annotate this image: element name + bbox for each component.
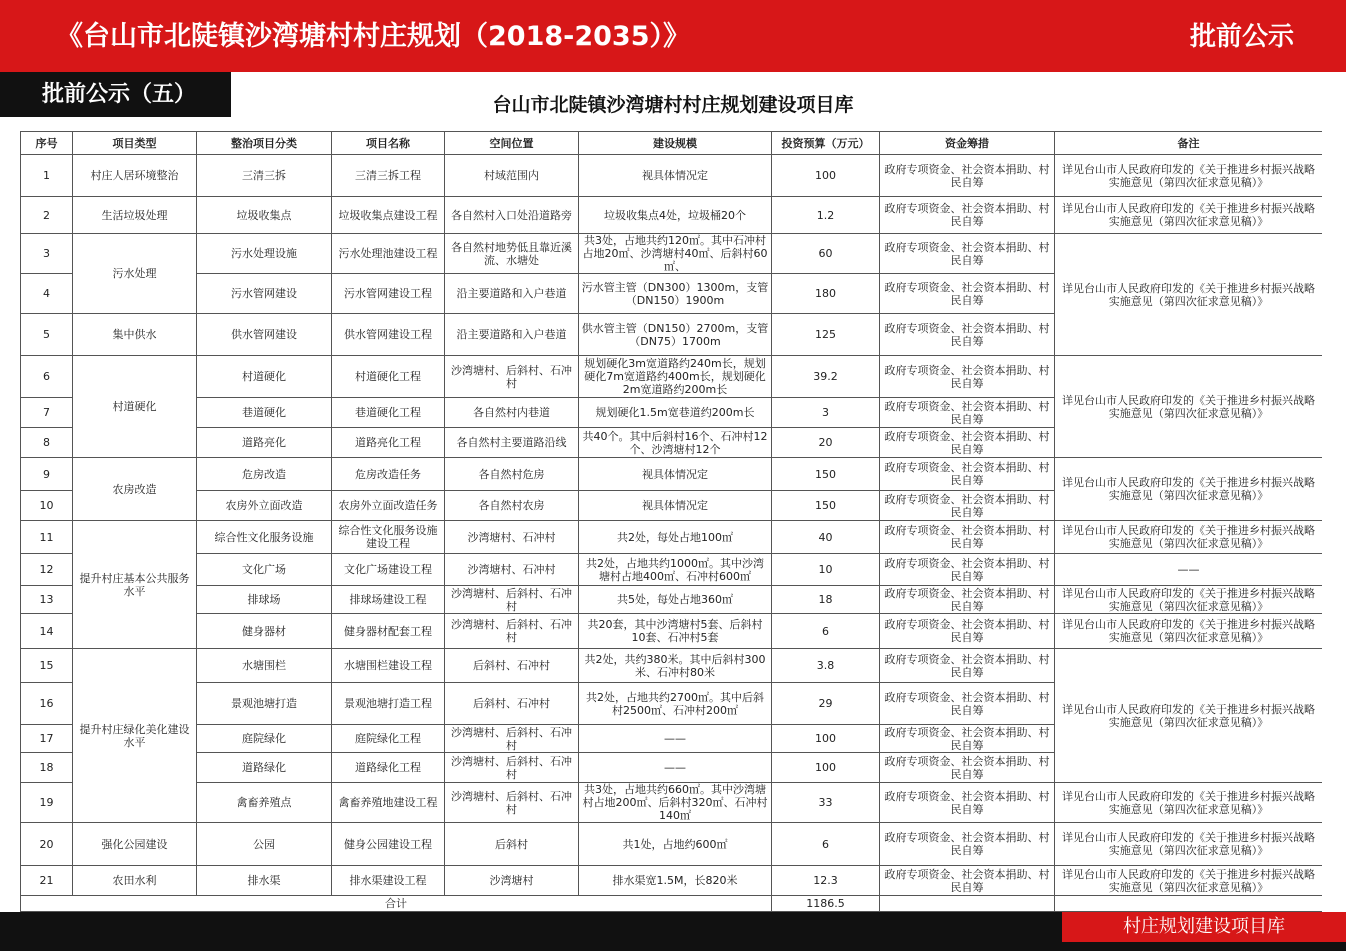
cell-type: 生活垃圾处理 xyxy=(73,197,197,234)
cell-category: 健身器材 xyxy=(197,614,332,649)
cell-category: 水塘围栏 xyxy=(197,649,332,683)
cell-location: 后斜村 xyxy=(445,823,579,866)
cell-no: 7 xyxy=(21,398,73,428)
col-header: 投资预算（万元） xyxy=(772,132,880,155)
cell-category: 污水管网建设 xyxy=(197,274,332,314)
cell-type: 农房改造 xyxy=(73,458,197,521)
cell-location: 各自然村主要道路沿线 xyxy=(445,428,579,458)
table-title: 台山市北陡镇沙湾塘村村庄规划建设项目库 xyxy=(492,94,854,116)
cell-no: 2 xyxy=(21,197,73,234)
cell-category: 道路绿化 xyxy=(197,753,332,783)
table-row xyxy=(21,356,1323,398)
cell-location: 各自然村地势低且靠近溪流、水塘处 xyxy=(445,234,579,274)
cell-name: 庭院绿化工程 xyxy=(332,725,445,753)
table-row xyxy=(21,554,1323,586)
cell-location: 各自然村危房 xyxy=(445,458,579,491)
cell-no: 3 xyxy=(21,234,73,274)
cell-type: 污水处理 xyxy=(73,234,197,314)
cell-category: 禽畜养殖点 xyxy=(197,783,332,823)
cell-budget: 33 xyxy=(772,783,880,823)
cell-location: 后斜村、石冲村 xyxy=(445,649,579,683)
cell-category: 综合性文化服务设施 xyxy=(197,521,332,554)
cell-name: 道路亮化工程 xyxy=(332,428,445,458)
col-header: 建设规模 xyxy=(579,132,772,155)
cell-funding: 政府专项资金、社会资本捐助、村民自筹 xyxy=(880,314,1055,356)
cell-funding: 政府专项资金、社会资本捐助、村民自筹 xyxy=(880,586,1055,614)
cell-budget: 150 xyxy=(772,491,880,521)
cell-type: 村庄人居环境整治 xyxy=(73,155,197,197)
cell-note: 详见台山市人民政府印发的《关于推进乡村振兴战略实施意见（第四次征求意见稿）》 xyxy=(1055,614,1323,649)
cell-funding: 政府专项资金、社会资本捐助、村民自筹 xyxy=(880,753,1055,783)
cell-no: 16 xyxy=(21,683,73,725)
cell-funding: 政府专项资金、社会资本捐助、村民自筹 xyxy=(880,866,1055,896)
cell-name: 综合性文化服务设施建设工程 xyxy=(332,521,445,554)
cell-scale: —— xyxy=(579,753,772,783)
cell-category: 排水渠 xyxy=(197,866,332,896)
cell-type: 强化公园建设 xyxy=(73,823,197,866)
col-header: 资金筹措 xyxy=(880,132,1055,155)
cell-funding: 政府专项资金、社会资本捐助、村民自筹 xyxy=(880,554,1055,586)
cell-no: 5 xyxy=(21,314,73,356)
cell-note: 详见台山市人民政府印发的《关于推进乡村振兴战略实施意见（第四次征求意见稿）》 xyxy=(1055,866,1323,896)
cell-funding: 政府专项资金、社会资本捐助、村民自筹 xyxy=(880,234,1055,274)
cell-no: 6 xyxy=(21,356,73,398)
cell-no: 15 xyxy=(21,649,73,683)
cell-name: 景观池塘打造工程 xyxy=(332,683,445,725)
col-header: 备注 xyxy=(1055,132,1323,155)
cell-budget: 60 xyxy=(772,234,880,274)
cell-location: 沙湾塘村、后斜村、石冲村 xyxy=(445,725,579,753)
cell-funding: 政府专项资金、社会资本捐助、村民自筹 xyxy=(880,614,1055,649)
section-label: 批前公示（五） xyxy=(0,72,231,117)
cell-note: 详见台山市人民政府印发的《关于推进乡村振兴战略实施意见（第四次征求意见稿）》 xyxy=(1055,823,1323,866)
cell-budget: 29 xyxy=(772,683,880,725)
cell-name: 三清三拆工程 xyxy=(332,155,445,197)
cell-scale: —— xyxy=(579,725,772,753)
cell-name: 农房外立面改造任务 xyxy=(332,491,445,521)
cell-name: 巷道硬化工程 xyxy=(332,398,445,428)
cell-location: 沿主要道路和入户巷道 xyxy=(445,274,579,314)
cell-scale: 共5处，每处占地360㎡ xyxy=(579,586,772,614)
table-row xyxy=(21,521,1323,554)
cell-funding: 政府专项资金、社会资本捐助、村民自筹 xyxy=(880,155,1055,197)
cell-location: 沙湾塘村、后斜村、石冲村 xyxy=(445,783,579,823)
cell-note: 详见台山市人民政府印发的《关于推进乡村振兴战略实施意见（第四次征求意见稿）》 xyxy=(1055,586,1323,614)
cell-location: 沙湾塘村、后斜村、石冲村 xyxy=(445,753,579,783)
cell-scale: 共3处，占地共约120㎡。其中石冲村占地20㎡、沙湾塘村40㎡、后斜村60㎡、 xyxy=(579,234,772,274)
cell-budget: 12.3 xyxy=(772,866,880,896)
cell-no: 13 xyxy=(21,586,73,614)
cell-budget: 3 xyxy=(772,398,880,428)
cell-category: 排球场 xyxy=(197,586,332,614)
total-budget: 1186.5 xyxy=(772,896,880,912)
cell-funding: 政府专项资金、社会资本捐助、村民自筹 xyxy=(880,458,1055,491)
table-row xyxy=(21,649,1323,683)
cell-scale: 共2处，占地共约2700㎡。其中后斜村2500㎡、石冲村200㎡ xyxy=(579,683,772,725)
cell-no: 11 xyxy=(21,521,73,554)
cell-type: 提升村庄绿化美化建设水平 xyxy=(73,649,197,823)
table-row xyxy=(21,586,1323,614)
cell-budget: 40 xyxy=(772,521,880,554)
cell-funding: 政府专项资金、社会资本捐助、村民自筹 xyxy=(880,491,1055,521)
cell-name: 污水处理池建设工程 xyxy=(332,234,445,274)
cell-name: 排球场建设工程 xyxy=(332,586,445,614)
cell-budget: 20 xyxy=(772,428,880,458)
total-label: 合计 xyxy=(21,896,772,912)
cell-location: 各自然村入口处沿道路旁 xyxy=(445,197,579,234)
table-row xyxy=(21,155,1323,197)
cell-scale: 污水管主管（DN300）1300m，支管（DN150）1900m xyxy=(579,274,772,314)
cell-location: 沙湾塘村 xyxy=(445,866,579,896)
cell-no: 10 xyxy=(21,491,73,521)
project-table xyxy=(20,131,1322,912)
cell-note: 详见台山市人民政府印发的《关于推进乡村振兴战略实施意见（第四次征求意见稿）》 xyxy=(1055,356,1323,458)
cell-funding: 政府专项资金、社会资本捐助、村民自筹 xyxy=(880,428,1055,458)
cell-budget: 6 xyxy=(772,614,880,649)
cell-type: 集中供水 xyxy=(73,314,197,356)
table-row xyxy=(21,823,1323,866)
table-row xyxy=(21,197,1323,234)
cell-scale: 共3处，占地共约660㎡。其中沙湾塘村占地200㎡、后斜村320㎡、石冲村140㎡ xyxy=(579,783,772,823)
cell-scale: 共2处，每处占地100㎡ xyxy=(579,521,772,554)
cell-note: 详见台山市人民政府印发的《关于推进乡村振兴战略实施意见（第四次征求意见稿）》 xyxy=(1055,234,1323,356)
col-header: 项目名称 xyxy=(332,132,445,155)
cell-no: 12 xyxy=(21,554,73,586)
cell-scale: 规划硬化3m宽道路约240m长，规划硬化7m宽道路约400m长，规划硬化2m宽道路约200m长 xyxy=(579,356,772,398)
cell-category: 污水处理设施 xyxy=(197,234,332,274)
cell-no: 8 xyxy=(21,428,73,458)
cell-budget: 100 xyxy=(772,725,880,753)
cell-note: 详见台山市人民政府印发的《关于推进乡村振兴战略实施意见（第四次征求意见稿）》 xyxy=(1055,783,1323,823)
cell-no: 20 xyxy=(21,823,73,866)
cell-scale: 视具体情况定 xyxy=(579,155,772,197)
cell-funding: 政府专项资金、社会资本捐助、村民自筹 xyxy=(880,783,1055,823)
cell-category: 公园 xyxy=(197,823,332,866)
table-row xyxy=(21,234,1323,274)
cell-location: 沿主要道路和入户巷道 xyxy=(445,314,579,356)
cell-location: 沙湾塘村、后斜村、石冲村 xyxy=(445,586,579,614)
cell-funding: 政府专项资金、社会资本捐助、村民自筹 xyxy=(880,197,1055,234)
cell-name: 健身器材配套工程 xyxy=(332,614,445,649)
cell-name: 供水管网建设工程 xyxy=(332,314,445,356)
cell-name: 文化广场建设工程 xyxy=(332,554,445,586)
total-funding-empty xyxy=(880,896,1055,912)
cell-location: 沙湾塘村、石冲村 xyxy=(445,554,579,586)
cell-location: 村域范围内 xyxy=(445,155,579,197)
cell-budget: 180 xyxy=(772,274,880,314)
cell-budget: 100 xyxy=(772,155,880,197)
cell-note: 详见台山市人民政府印发的《关于推进乡村振兴战略实施意见（第四次征求意见稿）》 xyxy=(1055,458,1323,521)
cell-funding: 政府专项资金、社会资本捐助、村民自筹 xyxy=(880,823,1055,866)
cell-name: 水塘围栏建设工程 xyxy=(332,649,445,683)
cell-no: 19 xyxy=(21,783,73,823)
cell-note: 详见台山市人民政府印发的《关于推进乡村振兴战略实施意见（第四次征求意见稿）》 xyxy=(1055,155,1323,197)
cell-note: 详见台山市人民政府印发的《关于推进乡村振兴战略实施意见（第四次征求意见稿）》 xyxy=(1055,521,1323,554)
page-title: 《台山市北陡镇沙湾塘村村庄规划（2018-2035）》 xyxy=(56,21,690,52)
cell-no: 14 xyxy=(21,614,73,649)
cell-no: 18 xyxy=(21,753,73,783)
cell-budget: 10 xyxy=(772,554,880,586)
project-table-container xyxy=(20,131,1322,913)
cell-budget: 6 xyxy=(772,823,880,866)
cell-scale: 共2处，共约380米。其中后斜村300米、石冲村80米 xyxy=(579,649,772,683)
col-header: 项目类型 xyxy=(73,132,197,155)
cell-funding: 政府专项资金、社会资本捐助、村民自筹 xyxy=(880,274,1055,314)
cell-budget: 150 xyxy=(772,458,880,491)
cell-scale: 共1处，占地约600㎡ xyxy=(579,823,772,866)
cell-category: 垃圾收集点 xyxy=(197,197,332,234)
cell-funding: 政府专项资金、社会资本捐助、村民自筹 xyxy=(880,356,1055,398)
total-row xyxy=(21,896,1323,912)
cell-name: 健身公园建设工程 xyxy=(332,823,445,866)
cell-location: 沙湾塘村、后斜村、石冲村 xyxy=(445,356,579,398)
cell-scale: 视具体情况定 xyxy=(579,491,772,521)
cell-location: 各自然村内巷道 xyxy=(445,398,579,428)
cell-location: 后斜村、石冲村 xyxy=(445,683,579,725)
cell-name: 禽畜养殖地建设工程 xyxy=(332,783,445,823)
cell-budget: 3.8 xyxy=(772,649,880,683)
cell-funding: 政府专项资金、社会资本捐助、村民自筹 xyxy=(880,683,1055,725)
cell-budget: 39.2 xyxy=(772,356,880,398)
cell-location: 各自然村农房 xyxy=(445,491,579,521)
cell-funding: 政府专项资金、社会资本捐助、村民自筹 xyxy=(880,398,1055,428)
footer-label: 村庄规划建设项目库 xyxy=(1062,912,1346,942)
cell-scale: 供水管主管（DN150）2700m，支管（DN75）1700m xyxy=(579,314,772,356)
col-header: 空间位置 xyxy=(445,132,579,155)
header-bar xyxy=(0,0,1346,72)
cell-funding: 政府专项资金、社会资本捐助、村民自筹 xyxy=(880,521,1055,554)
cell-budget: 18 xyxy=(772,586,880,614)
table-row xyxy=(21,866,1323,896)
cell-category: 道路亮化 xyxy=(197,428,332,458)
cell-budget: 125 xyxy=(772,314,880,356)
cell-category: 庭院绿化 xyxy=(197,725,332,753)
cell-no: 9 xyxy=(21,458,73,491)
cell-scale: 共40个。其中后斜村16个、石冲村12个、沙湾塘村12个 xyxy=(579,428,772,458)
cell-scale: 共20套，其中沙湾塘村5套、后斜村10套、石冲村5套 xyxy=(579,614,772,649)
cell-scale: 排水渠宽1.5M，长820米 xyxy=(579,866,772,896)
cell-name: 污水管网建设工程 xyxy=(332,274,445,314)
cell-scale: 视具体情况定 xyxy=(579,458,772,491)
cell-type: 提升村庄基本公共服务水平 xyxy=(73,521,197,649)
cell-name: 村道硬化工程 xyxy=(332,356,445,398)
cell-category: 文化广场 xyxy=(197,554,332,586)
cell-category: 农房外立面改造 xyxy=(197,491,332,521)
table-row xyxy=(21,458,1323,491)
cell-category: 三清三拆 xyxy=(197,155,332,197)
status-badge: 批前公示 xyxy=(1189,22,1294,52)
total-note-empty xyxy=(1055,896,1323,912)
cell-category: 村道硬化 xyxy=(197,356,332,398)
cell-category: 巷道硬化 xyxy=(197,398,332,428)
cell-note: 详见台山市人民政府印发的《关于推进乡村振兴战略实施意见（第四次征求意见稿）》 xyxy=(1055,197,1323,234)
cell-type: 村道硬化 xyxy=(73,356,197,458)
table-row xyxy=(21,783,1323,823)
cell-no: 21 xyxy=(21,866,73,896)
cell-scale: 规划硬化1.5m宽巷道约200m长 xyxy=(579,398,772,428)
cell-location: 沙湾塘村、后斜村、石冲村 xyxy=(445,614,579,649)
cell-scale: 共2处，占地共约1000㎡。其中沙湾塘村占地400㎡、石冲村600㎡ xyxy=(579,554,772,586)
table-row xyxy=(21,614,1323,649)
cell-note: —— xyxy=(1055,554,1323,586)
cell-no: 17 xyxy=(21,725,73,753)
cell-name: 道路绿化工程 xyxy=(332,753,445,783)
table-header-row xyxy=(21,132,1323,155)
cell-name: 垃圾收集点建设工程 xyxy=(332,197,445,234)
cell-no: 1 xyxy=(21,155,73,197)
cell-category: 供水管网建设 xyxy=(197,314,332,356)
cell-category: 景观池塘打造 xyxy=(197,683,332,725)
cell-location: 沙湾塘村、石冲村 xyxy=(445,521,579,554)
cell-budget: 1.2 xyxy=(772,197,880,234)
cell-scale: 垃圾收集点4处，垃圾桶20个 xyxy=(579,197,772,234)
col-header: 序号 xyxy=(21,132,73,155)
cell-name: 排水渠建设工程 xyxy=(332,866,445,896)
cell-note: 详见台山市人民政府印发的《关于推进乡村振兴战略实施意见（第四次征求意见稿）》 xyxy=(1055,649,1323,783)
cell-budget: 100 xyxy=(772,753,880,783)
cell-type: 农田水利 xyxy=(73,866,197,896)
cell-no: 4 xyxy=(21,274,73,314)
cell-funding: 政府专项资金、社会资本捐助、村民自筹 xyxy=(880,649,1055,683)
cell-name: 危房改造任务 xyxy=(332,458,445,491)
cell-category: 危房改造 xyxy=(197,458,332,491)
col-header: 整治项目分类 xyxy=(197,132,332,155)
cell-funding: 政府专项资金、社会资本捐助、村民自筹 xyxy=(880,725,1055,753)
